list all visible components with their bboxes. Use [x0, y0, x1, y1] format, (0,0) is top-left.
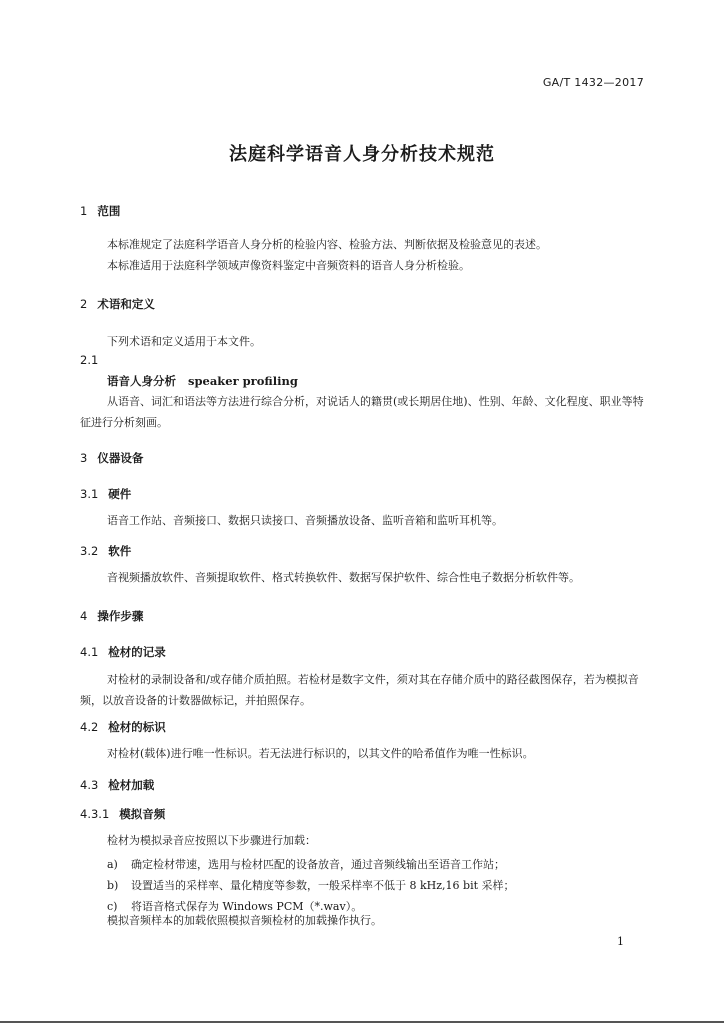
page-number: 1: [617, 935, 624, 948]
section-1-heading: [80, 203, 120, 219]
term-definition: 从语音、词汇和语法等方法进行综合分析，对说话人的籍贯(或长期居住地)、性别、年龄、文化程度、职业等特征进行分析刻画。: [80, 395, 644, 429]
subsection-number: 4.2: [80, 720, 99, 734]
subsection-heading: [80, 543, 131, 559]
section-number: 1: [80, 204, 88, 218]
paragraph: 模拟音频样本的加载依照模拟音频检材的加载操作执行。: [107, 914, 382, 927]
subsection-heading: [80, 644, 166, 660]
section-number: 3: [80, 451, 88, 465]
paragraph: 检材为模拟录音应按照以下步骤进行加载：: [107, 834, 316, 847]
subsection-title: 检材的标识: [108, 720, 166, 734]
section-number: 4: [80, 609, 88, 623]
subsection-number: 3.2: [80, 544, 99, 558]
subsection-title: 模拟音频: [119, 807, 166, 821]
section-4-heading: [80, 608, 143, 624]
subsection-heading: [80, 719, 166, 735]
subsection-number: 3.1: [80, 487, 99, 501]
list-marker: b): [107, 879, 119, 892]
section-title: 术语和定义: [97, 297, 155, 311]
subsection-heading: [80, 777, 154, 793]
list-marker: c): [107, 900, 118, 913]
section-2-heading: [80, 296, 155, 312]
list-text: 设置适当的采样率、量化精度等参数，一般采样率不低于 8 kHz,16 bit 采样；: [131, 879, 515, 892]
section-title: 范围: [97, 204, 121, 218]
list-marker: a): [107, 858, 118, 871]
section-title: 操作步骤: [97, 609, 144, 623]
subsection-title: 检材加载: [108, 778, 155, 792]
subsection-title: 检材的记录: [108, 645, 166, 659]
section-3-heading: [80, 450, 143, 466]
section-number: 2: [80, 297, 88, 311]
subsection-title: 硬件: [108, 487, 132, 501]
page-bottom-border: [0, 1021, 724, 1023]
list-item: [107, 877, 515, 893]
term-english: speaker profiling: [188, 374, 298, 388]
paragraph: 音视频播放软件、音频提取软件、格式转换软件、数据写保护软件、综合性电子数据分析软件等。: [107, 571, 580, 584]
paragraph: 下列术语和定义适用于本文件。: [107, 335, 261, 348]
term-chinese: 语音人身分析: [107, 374, 176, 388]
paragraph: 本标准适用于法庭科学领域声像资料鉴定中音频资料的语音人身分析检验。: [107, 259, 470, 272]
list-item: [107, 856, 505, 872]
paragraph: 对检材(载体)进行唯一性标识。若无法进行标识的，以其文件的哈希值作为唯一性标识。: [107, 747, 534, 760]
subsection-heading: [80, 806, 165, 822]
subsection-number: 4.1: [80, 645, 99, 659]
paragraph: 语音工作站、音频接口、数据只读接口、音频播放设备、监听音箱和监听耳机等。: [107, 514, 503, 527]
paragraph: 本标准规定了法庭科学语音人身分析的检验内容、检验方法、判断依据及检验意见的表述。: [107, 238, 547, 251]
paragraph: 对检材的录制设备和/或存储介质拍照。若检材是数字文件，须对其在存储介质中的路径截图保存，若为模拟音频，以放音设备的计数器做标记，并拍照保存。: [80, 673, 639, 707]
subsection-number: 4.3.1: [80, 807, 110, 821]
list-text: 将语音格式保存为 Windows PCM（*.wav）。: [131, 900, 363, 913]
term-entry: [107, 373, 298, 389]
subsection-heading: [80, 486, 131, 502]
subsection-title: 软件: [108, 544, 132, 558]
standard-code: GA/T 1432—2017: [542, 76, 644, 89]
subsection-number: 2.1: [80, 353, 99, 367]
subsection-number: 4.3: [80, 778, 99, 792]
list-text: 确定检材带速，选用与检材匹配的设备放音，通过音频线输出至语音工作站；: [131, 858, 505, 871]
section-title: 仪器设备: [97, 451, 144, 465]
document-title: 法庭科学语音人身分析技术规范: [229, 144, 495, 165]
